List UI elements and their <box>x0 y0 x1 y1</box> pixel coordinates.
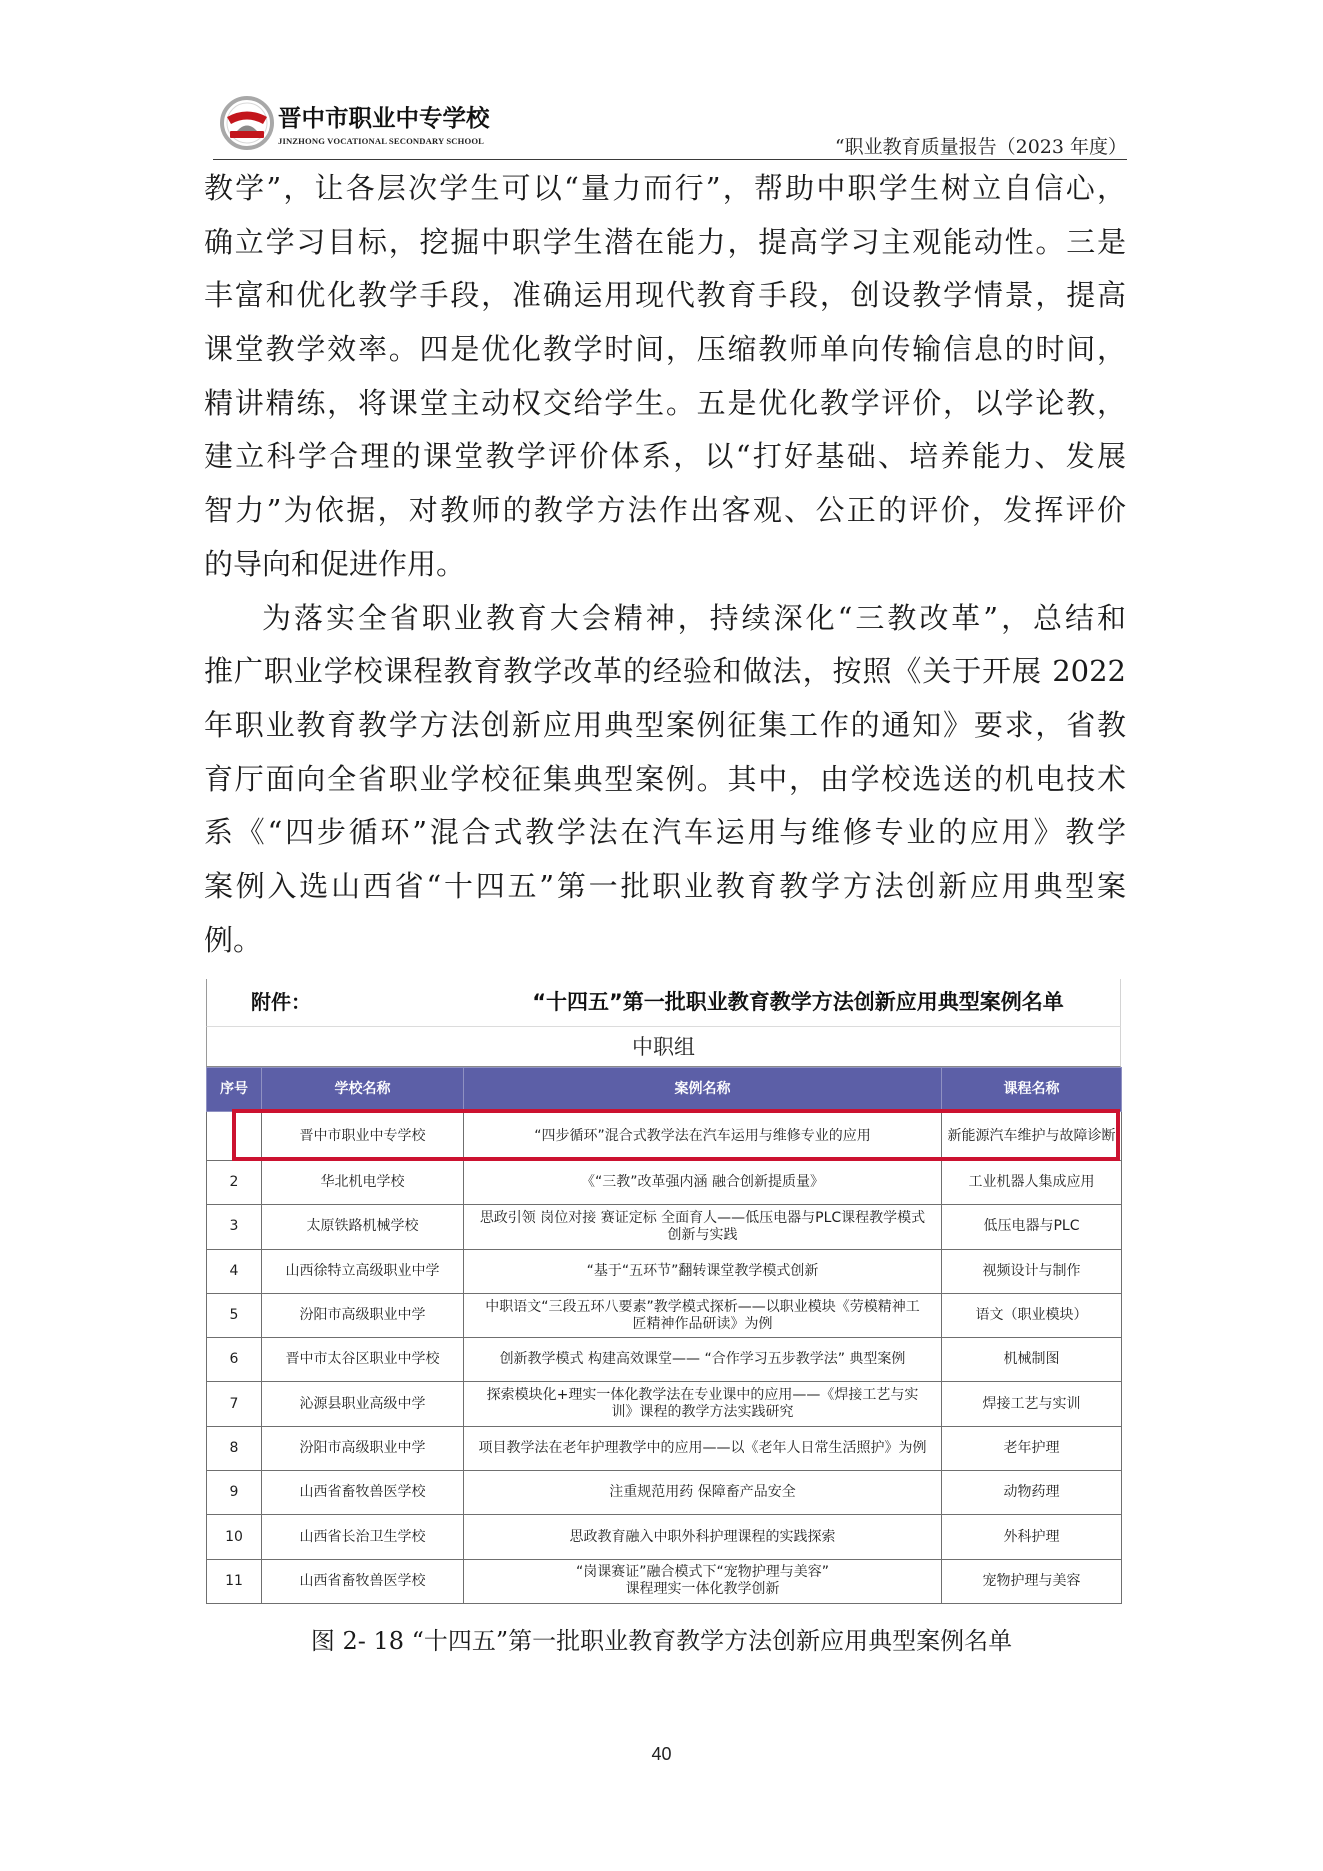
paragraph <box>204 162 1126 592</box>
cell-course: 机械制图 <box>942 1338 1122 1382</box>
cell-no: 4 <box>207 1249 262 1293</box>
table-row <box>207 1382 1122 1426</box>
text-line: 课堂教学效率。四是优化教学时间，压缩教师单向传输信息的时间， <box>204 332 1126 367</box>
cell-case: 创新教学模式 构建高效课堂—— “合作学习五步教学法” 典型案例 <box>464 1338 942 1382</box>
school-logo-name: 晋中市职业中专学校 <box>278 104 490 132</box>
table-row <box>207 1249 1122 1293</box>
cell-school: 晋中市职业中专学校 <box>262 1112 464 1161</box>
cell-case: “基于“五环节”翻转课堂教学模式创新 <box>464 1249 942 1293</box>
cell-no: 10 <box>207 1515 262 1559</box>
text-line: 案例入选山西省“十四五”第一批职业教育教学方法创新应用典型案 <box>204 868 1126 903</box>
cell-course: 语文（职业模块） <box>942 1293 1122 1337</box>
cell-course: 宠物护理与美容 <box>942 1559 1122 1603</box>
cell-case: 思政引领 岗位对接 赛证定标 全面育人——低压电器与PLC课程教学模式 创新与实践 <box>464 1205 942 1249</box>
cell-no: 11 <box>207 1559 262 1603</box>
cell-school: 山西省畜牧兽医学校 <box>262 1559 464 1603</box>
cell-course: 老年护理 <box>942 1426 1122 1470</box>
cell-no: 3 <box>207 1205 262 1249</box>
cell-case: 项目教学法在老年护理教学中的应用——以《老年人日常生活照护》为例 <box>464 1426 942 1470</box>
body-text <box>204 162 1126 967</box>
cell-course: 工业机器人集成应用 <box>942 1161 1122 1205</box>
cell-case: 注重规范用药 保障畜产品安全 <box>464 1471 942 1515</box>
table-row <box>207 1559 1122 1603</box>
column-header-case: 案例名称 <box>464 1068 942 1112</box>
school-logo-english-name: JINZHONG VOCATIONAL SECONDARY SCHOOL <box>278 136 485 146</box>
text-line: 为落实全省职业教育大会精神，持续深化“三教改革”，总结和 <box>262 600 1126 635</box>
cell-case: 探索模块化+理实一体化教学法在专业课中的应用——《焊接工艺与实 训》课程的教学方法实践研究 <box>464 1382 942 1426</box>
highlight-box <box>232 1109 1120 1161</box>
cell-no: 5 <box>207 1293 262 1337</box>
cell-course: 视频设计与制作 <box>942 1249 1122 1293</box>
paragraph <box>204 592 1126 968</box>
figure-caption: 图 2- 18 “十四五”第一批职业教育教学方法创新应用典型案例名单 <box>310 1627 1013 1655</box>
cell-school: 华北机电学校 <box>262 1161 464 1205</box>
cell-course: 动物药理 <box>942 1471 1122 1515</box>
column-header-course: 课程名称 <box>942 1068 1122 1112</box>
text-line: 精讲精练，将课堂主动权交给学生。五是优化教学评价，以学论教， <box>204 385 1126 420</box>
running-header-title: “职业教育质量报告（2023 年度） <box>834 136 1127 158</box>
cell-school: 山西徐特立高级职业中学 <box>262 1249 464 1293</box>
cell-course: 低压电器与PLC <box>942 1205 1122 1249</box>
column-header-no: 序号 <box>207 1068 262 1112</box>
text-line: 的导向和促进作用。 <box>204 546 466 581</box>
header-divider <box>213 159 1127 160</box>
table-row <box>207 1426 1122 1470</box>
text-line: 推广职业学校课程教育教学改革的经验和做法，按照《关于开展 2022 <box>204 654 1126 689</box>
cell-school: 山西省畜牧兽医学校 <box>262 1471 464 1515</box>
table-row <box>207 1161 1122 1205</box>
group-label: 中职组 <box>206 1027 1121 1067</box>
table-row <box>207 1515 1122 1559</box>
cell-case: 思政教育融入中职外科护理课程的实践探索 <box>464 1515 942 1559</box>
text-line: 丰富和优化教学手段，准确运用现代教育手段，创设教学情景，提高 <box>204 278 1126 313</box>
column-header-school: 学校名称 <box>262 1068 464 1112</box>
text-line: 建立科学合理的课堂教学评价体系，以“打好基础、培养能力、发展 <box>204 439 1126 474</box>
cell-school: 汾阳市高级职业中学 <box>262 1426 464 1470</box>
text-line: 例。 <box>204 922 263 957</box>
table-row <box>207 1471 1122 1515</box>
table-header-row <box>207 1068 1122 1112</box>
school-emblem-icon <box>219 95 275 151</box>
cell-school: 太原铁路机械学校 <box>262 1205 464 1249</box>
cell-no: 8 <box>207 1426 262 1470</box>
cell-no: 2 <box>207 1161 262 1205</box>
cell-case: “四步循环”混合式教学法在汽车运用与维修专业的应用 <box>464 1112 942 1161</box>
cell-case: “岗课赛证”融合模式下“宠物护理与美容” 课程理实一体化教学创新 <box>464 1559 942 1603</box>
text-line: 确立学习目标，挖掘中职学生潜在能力，提高学习主观能动性。三是 <box>204 224 1126 259</box>
cell-no: 7 <box>207 1382 262 1426</box>
table-row <box>207 1205 1122 1249</box>
cell-school: 山西省长治卫生学校 <box>262 1515 464 1559</box>
attachment-label: 附件： <box>251 990 311 1014</box>
text-line: 系《“四步循环”混合式教学法在汽车运用与维修专业的应用》教学 <box>204 815 1126 850</box>
cell-school: 沁源县职业高级中学 <box>262 1382 464 1426</box>
text-line: 教学”，让各层次学生可以“量力而行”，帮助中职学生树立自信心， <box>204 171 1126 205</box>
page-number: 40 <box>651 1744 672 1764</box>
table-row <box>207 1338 1122 1382</box>
cell-course: 新能源汽车维护与故障诊断 <box>942 1112 1122 1161</box>
cell-case: 《“三教”改革强内涵 融合创新提质量》 <box>464 1161 942 1205</box>
figure-title-row <box>206 979 1121 1027</box>
cell-school: 晋中市太谷区职业中学校 <box>262 1338 464 1382</box>
text-line: 智力”为依据，对教师的教学方法作出客观、公正的评价，发挥评价 <box>204 493 1126 528</box>
cell-no: 6 <box>207 1338 262 1382</box>
cell-case: 中职语文“三段五环八要素”教学模式探析——以职业模块《劳模精神工 匠精神作品研读》为例 <box>464 1293 942 1337</box>
cell-no: 9 <box>207 1471 262 1515</box>
cell-course: 焊接工艺与实训 <box>942 1382 1122 1426</box>
cell-course: 外科护理 <box>942 1515 1122 1559</box>
text-line: 育厅面向全省职业学校征集典型案例。其中，由学校选送的机电技术 <box>204 761 1126 796</box>
cell-school: 汾阳市高级职业中学 <box>262 1293 464 1337</box>
figure-table-title: “十四五”第一批职业教育教学方法创新应用典型案例名单 <box>532 990 1064 1014</box>
table-row <box>207 1293 1122 1337</box>
text-line: 年职业教育教学方法创新应用典型案例征集工作的通知》要求，省教 <box>204 707 1126 742</box>
